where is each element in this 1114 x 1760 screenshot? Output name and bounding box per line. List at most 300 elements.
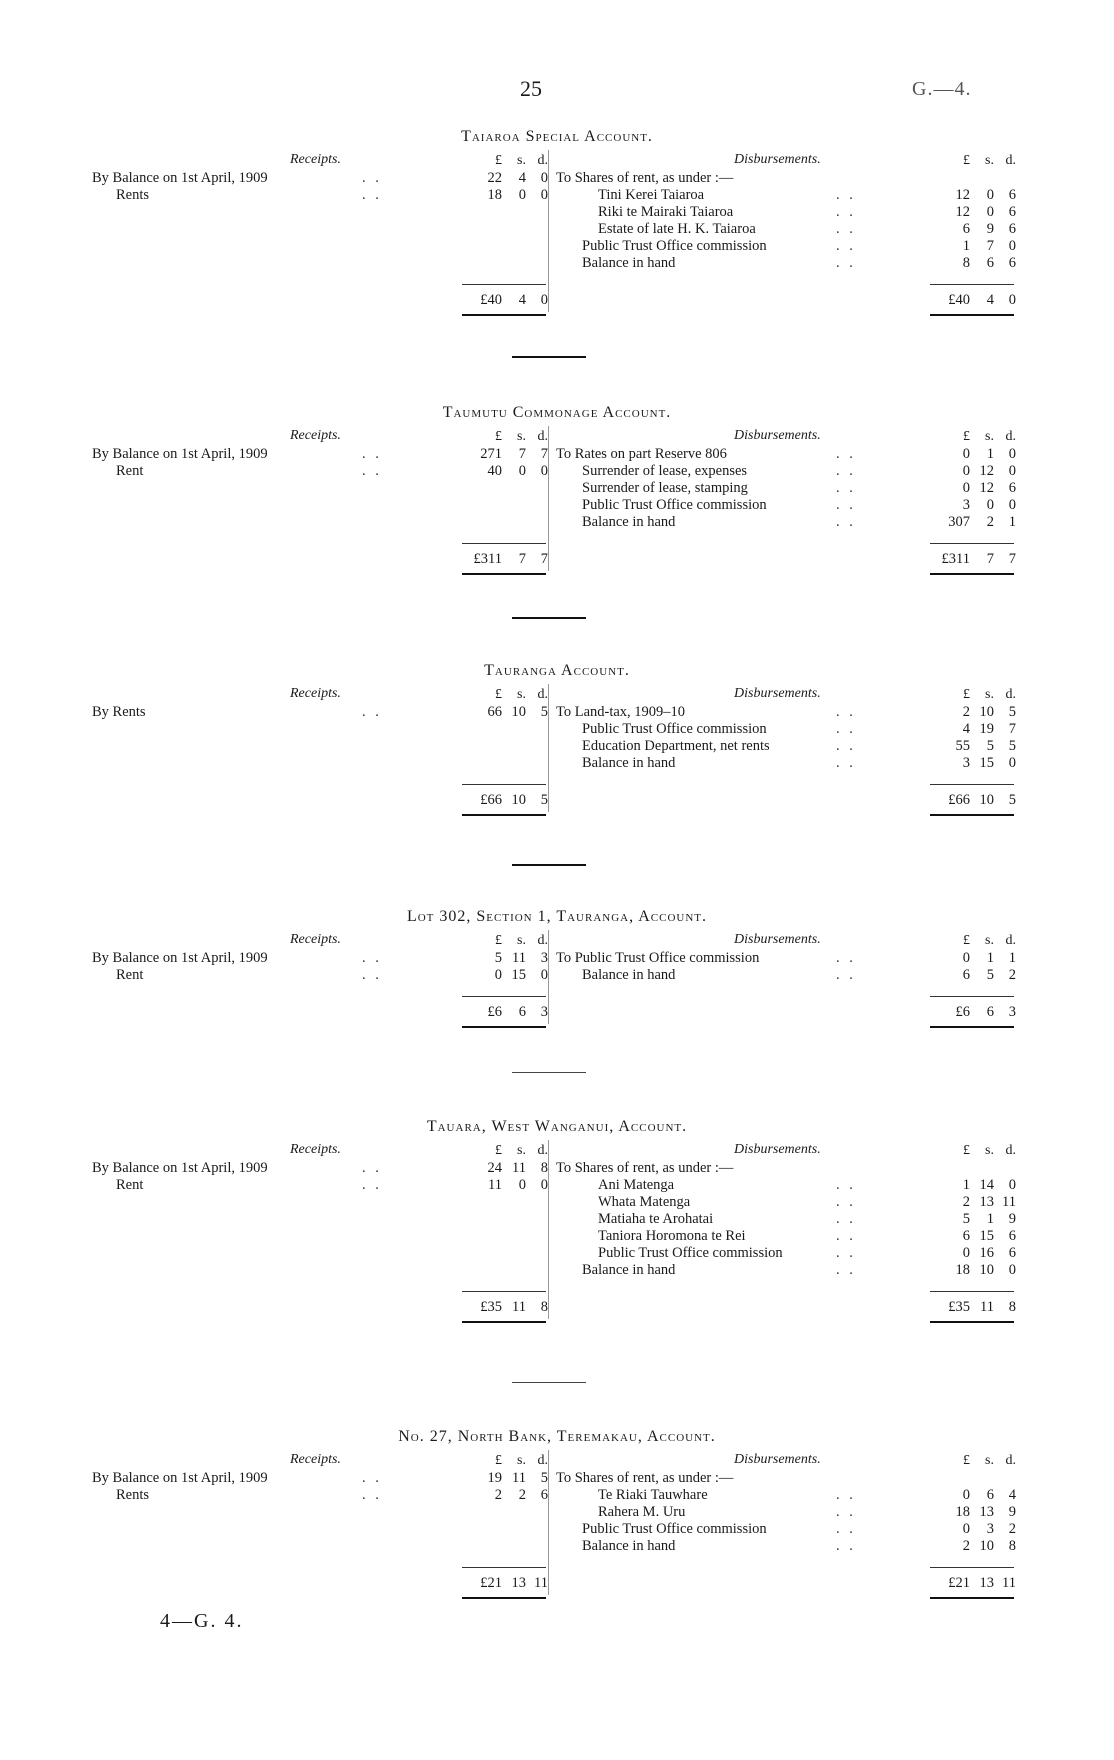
disbursement-row (582, 1262, 926, 1279)
disbursement-amount (936, 187, 1016, 204)
receipts-total-shillings: 13 (511, 1575, 526, 1591)
disbursement-amount-shillings: 13 (979, 1504, 994, 1520)
disbursement-row (582, 1521, 926, 1538)
receipts-total-pence: 5 (540, 792, 548, 808)
disbursements-pound-header: £ (963, 153, 970, 168)
disbursements-money-header (936, 428, 1016, 445)
disbursements-total-pence: 3 (1008, 1004, 1016, 1020)
disbursement-label: Balance in hand (582, 1262, 676, 1278)
disbursement-amount (936, 1228, 1016, 1245)
disbursement-label: Riki te Mairaki Taiaroa (598, 204, 734, 220)
disbursement-amount-pence: 1 (1008, 950, 1016, 966)
disbursement-amount-pounds: 3 (962, 755, 970, 771)
disbursement-amount-pence: 0 (1008, 1177, 1016, 1193)
leader-dots: . . (362, 170, 382, 186)
receipt-amount-pounds: 2 (494, 1487, 502, 1503)
leader-dots: . . (362, 1487, 382, 1503)
receipt-label: Rents (116, 1487, 150, 1503)
leader-dots: . . (836, 187, 856, 203)
disbursements-shilling-header: s. (985, 1143, 994, 1158)
disbursement-amount (936, 1470, 1016, 1487)
leader-dots: . . (362, 967, 382, 983)
disbursement-amount-shillings: 6 (986, 1487, 994, 1503)
account-title: Taiaroa Special Account. (461, 128, 653, 145)
disbursement-amount-pence: 6 (1008, 480, 1016, 496)
receipts-shilling-header: s. (517, 1453, 526, 1468)
disbursement-amount-pounds: 0 (962, 1245, 970, 1261)
disbursement-row (598, 1487, 926, 1504)
disbursement-amount (936, 1211, 1016, 1228)
column-separator (548, 150, 549, 312)
column-separator (548, 684, 549, 812)
disbursement-amount-pounds: 0 (962, 446, 970, 462)
disbursement-label: Education Department, net rents (582, 738, 770, 754)
disbursement-amount (936, 221, 1016, 238)
receipt-label: By Balance on 1st April, 1909 (92, 1160, 268, 1176)
disbursement-amount (936, 238, 1016, 255)
disbursement-amount-pounds: 1 (962, 1177, 970, 1193)
disbursement-amount-shillings: 9 (986, 221, 994, 237)
disbursement-amount-shillings: 12 (979, 480, 994, 496)
receipt-amount-pence: 0 (540, 463, 548, 479)
disbursements-pound-header: £ (963, 933, 970, 948)
page-footer: 4—G. 4. (160, 1610, 244, 1632)
disbursement-amount (936, 497, 1016, 514)
leader-dots: . . (362, 950, 382, 966)
disbursement-amount-pounds: 0 (962, 1487, 970, 1503)
receipts-pence-header: d. (537, 933, 548, 948)
leader-dots: . . (836, 238, 856, 254)
receipt-amount-shillings: 2 (518, 1487, 526, 1503)
disbursement-amount-pence: 4 (1008, 1487, 1016, 1503)
receipt-amount (468, 1470, 548, 1487)
column-separator (548, 1450, 549, 1595)
disbursements-total (936, 1299, 1016, 1316)
disbursements-total-pence: 0 (1008, 292, 1016, 308)
disbursement-label: Whata Matenga (598, 1194, 691, 1210)
disbursement-amount-pounds: 8 (962, 255, 970, 271)
receipt-amount-pence: 5 (540, 704, 548, 720)
disbursement-row (556, 1470, 926, 1487)
disbursements-total-pence: 7 (1008, 551, 1016, 567)
disbursements-pence-header: d. (1005, 429, 1016, 444)
disbursements-total (936, 292, 1016, 309)
disbursement-amount (936, 1245, 1016, 1262)
disbursement-label: Matiaha te Arohatai (598, 1211, 714, 1227)
receipt-amount-pounds: 11 (488, 1177, 502, 1193)
disbursements-pound-header: £ (963, 687, 970, 702)
disbursements-money-header (936, 1142, 1016, 1159)
receipts-heading: Receipts. (290, 686, 341, 701)
leader-dots: . . (836, 967, 856, 983)
receipts-total (468, 792, 548, 809)
leader-dots: . . (836, 1521, 856, 1537)
section-divider (512, 864, 586, 866)
disbursement-amount-shillings: 1 (986, 446, 994, 462)
receipts-shilling-header: s. (517, 429, 526, 444)
disbursement-label: Balance in hand (582, 755, 676, 771)
disbursements-total-shillings: 7 (986, 551, 994, 567)
disbursement-row (598, 1504, 926, 1521)
receipts-subtotal-rule (462, 1567, 546, 1568)
disbursement-amount (936, 1487, 1016, 1504)
disbursements-total-shillings: 6 (986, 1004, 994, 1020)
disbursement-amount-pence: 8 (1008, 1538, 1016, 1554)
account-title: Lot 302, Section 1, Tauranga, Account. (406, 908, 708, 925)
leader-dots: . . (836, 1194, 856, 1210)
disbursement-amount-pounds: 6 (962, 221, 970, 237)
disbursement-amount-pounds: 6 (962, 1228, 970, 1244)
disbursements-money-header (936, 1452, 1016, 1469)
receipt-amount-pounds: 24 (487, 1160, 502, 1176)
receipts-pound-header: £ (495, 429, 502, 444)
leader-dots: . . (836, 1211, 856, 1227)
receipts-total-rule (462, 573, 546, 575)
disbursement-amount-pounds: 307 (948, 514, 970, 530)
disbursement-amount (936, 721, 1016, 738)
receipts-pence-header: d. (537, 1453, 548, 1468)
section-divider (512, 1072, 586, 1073)
disbursement-amount-pence: 0 (1008, 1262, 1016, 1278)
receipt-amount-shillings: 11 (512, 1160, 526, 1176)
receipts-pound-header: £ (495, 1143, 502, 1158)
receipts-subtotal-rule (462, 996, 546, 997)
receipts-money-header (468, 1142, 548, 1159)
disbursement-row (582, 480, 926, 497)
receipts-heading: Receipts. (290, 428, 341, 443)
receipts-money-header (468, 1452, 548, 1469)
receipt-label: By Balance on 1st April, 1909 (92, 1470, 268, 1486)
disbursement-amount-pence: 5 (1008, 704, 1016, 720)
receipts-total-rule (462, 814, 546, 816)
disbursement-row (556, 950, 926, 967)
disbursements-shilling-header: s. (985, 687, 994, 702)
receipt-row (92, 446, 462, 463)
disbursement-amount-pounds: 12 (955, 204, 970, 220)
receipts-money-header (468, 932, 548, 949)
disbursements-total-pounds: £35 (948, 1299, 970, 1315)
disbursement-label: Balance in hand (582, 514, 676, 530)
disbursement-row (582, 755, 926, 772)
receipt-amount-shillings: 11 (512, 1470, 526, 1486)
receipts-total (468, 551, 548, 568)
disbursement-amount-pounds: 4 (962, 721, 970, 737)
receipts-money-header (468, 428, 548, 445)
disbursements-shilling-header: s. (985, 1453, 994, 1468)
leader-dots: . . (836, 1504, 856, 1520)
disbursement-label: Surrender of lease, expenses (582, 463, 748, 479)
disbursement-amount-pence: 9 (1008, 1504, 1016, 1520)
leader-dots: . . (836, 204, 856, 220)
disbursement-row (598, 1211, 926, 1228)
disbursement-amount (936, 170, 1016, 187)
disbursement-row (582, 238, 926, 255)
receipt-amount-pounds: 271 (480, 446, 502, 462)
disbursement-amount-shillings: 5 (986, 967, 994, 983)
receipts-total-pounds: £311 (473, 551, 502, 567)
receipts-pound-header: £ (495, 1453, 502, 1468)
disbursement-amount-pounds: 0 (962, 480, 970, 496)
disbursement-amount-pence: 0 (1008, 755, 1016, 771)
disbursements-total (936, 1004, 1016, 1021)
disbursements-heading: Disbursements. (734, 932, 821, 947)
receipts-total-pounds: £21 (480, 1575, 502, 1591)
disbursements-total-shillings: 4 (986, 292, 994, 308)
disbursement-row (582, 514, 926, 531)
disbursement-amount-shillings: 16 (979, 1245, 994, 1261)
receipt-amount-pence: 0 (540, 967, 548, 983)
disbursement-amount (936, 950, 1016, 967)
disbursements-heading: Disbursements. (734, 1452, 821, 1467)
receipts-total-rule (462, 1321, 546, 1323)
receipt-amount (468, 1177, 548, 1194)
receipt-amount (468, 463, 548, 480)
leader-dots: . . (836, 1262, 856, 1278)
disbursement-row (598, 221, 926, 238)
disbursement-amount-pounds: 0 (962, 950, 970, 966)
disbursement-amount-pounds: 2 (962, 704, 970, 720)
disbursement-row (556, 1160, 926, 1177)
receipts-total-shillings: 11 (512, 1299, 526, 1315)
disbursement-label: To Shares of rent, as under :— (556, 1160, 734, 1176)
disbursement-amount-shillings: 1 (986, 950, 994, 966)
disbursement-amount-pounds: 2 (962, 1538, 970, 1554)
disbursement-row (598, 1245, 926, 1262)
receipt-label: By Balance on 1st April, 1909 (92, 446, 268, 462)
receipts-total-shillings: 6 (518, 1004, 526, 1020)
disbursement-row (582, 967, 926, 984)
disbursement-amount-shillings: 13 (979, 1194, 994, 1210)
disbursement-amount-shillings: 7 (986, 238, 994, 254)
disbursement-amount-pounds: 0 (962, 463, 970, 479)
disbursement-amount-pence: 6 (1008, 255, 1016, 271)
disbursement-label: Te Riaki Tauwhare (598, 1487, 708, 1503)
disbursements-subtotal-rule (930, 784, 1014, 785)
leader-dots: . . (836, 1177, 856, 1193)
disbursement-amount-pence: 2 (1008, 967, 1016, 983)
disbursement-amount-shillings: 15 (979, 1228, 994, 1244)
receipts-total-pounds: £40 (480, 292, 502, 308)
receipt-label: Rent (116, 1177, 144, 1193)
disbursement-row (582, 497, 926, 514)
receipt-amount-pounds: 5 (494, 950, 502, 966)
disbursement-row (582, 1538, 926, 1555)
disbursement-amount-pence: 0 (1008, 238, 1016, 254)
disbursement-label: Surrender of lease, stamping (582, 480, 748, 496)
disbursement-label: Public Trust Office commission (582, 1521, 767, 1537)
disbursement-amount-shillings: 0 (986, 497, 994, 513)
disbursement-row (582, 255, 926, 272)
disbursements-pound-header: £ (963, 1453, 970, 1468)
receipts-total (468, 1004, 548, 1021)
leader-dots: . . (836, 1245, 856, 1261)
disbursement-amount (936, 1177, 1016, 1194)
disbursements-total-rule (930, 1597, 1014, 1599)
column-separator (548, 1140, 549, 1319)
receipt-amount-pounds: 22 (487, 170, 502, 186)
section-divider (512, 1382, 586, 1383)
disbursement-label: Public Trust Office commission (582, 238, 767, 254)
receipt-row (92, 967, 462, 984)
disbursement-row (598, 204, 926, 221)
disbursement-label: To Rates on part Reserve 806 (556, 446, 727, 462)
receipts-subtotal-rule (462, 284, 546, 285)
receipts-total (468, 292, 548, 309)
disbursements-heading: Disbursements. (734, 152, 821, 167)
disbursement-amount (936, 480, 1016, 497)
disbursement-amount (936, 738, 1016, 755)
disbursements-total-pounds: £6 (955, 1004, 970, 1020)
receipts-heading: Receipts. (290, 1452, 341, 1467)
receipt-amount (468, 704, 548, 721)
receipts-total-pence: 8 (540, 1299, 548, 1315)
leader-dots: . . (362, 1160, 382, 1176)
leader-dots: . . (362, 1470, 382, 1486)
disbursement-row (598, 187, 926, 204)
disbursement-label: To Public Trust Office commission (556, 950, 760, 966)
disbursement-row (556, 446, 926, 463)
disbursement-amount-pence: 6 (1008, 1228, 1016, 1244)
receipts-total (468, 1299, 548, 1316)
disbursements-total (936, 792, 1016, 809)
disbursement-row (598, 1194, 926, 1211)
disbursement-row (582, 738, 926, 755)
leader-dots: . . (836, 721, 856, 737)
leader-dots: . . (836, 1487, 856, 1503)
disbursement-amount-pounds: 18 (955, 1262, 970, 1278)
disbursement-label: To Shares of rent, as under :— (556, 170, 734, 186)
leader-dots: . . (836, 514, 856, 530)
leader-dots: . . (836, 1538, 856, 1554)
disbursement-amount (936, 204, 1016, 221)
receipt-amount-shillings: 4 (518, 170, 526, 186)
receipts-heading: Receipts. (290, 152, 341, 167)
disbursement-amount-pounds: 55 (955, 738, 970, 754)
leader-dots: . . (836, 480, 856, 496)
disbursements-subtotal-rule (930, 1567, 1014, 1568)
receipts-shilling-header: s. (517, 153, 526, 168)
disbursements-total-pence: 5 (1008, 792, 1016, 808)
disbursement-amount (936, 1262, 1016, 1279)
account-title: No. 27, North Bank, Teremakau, Account. (398, 1428, 716, 1445)
disbursement-label: Public Trust Office commission (598, 1245, 783, 1261)
disbursement-amount-pence: 0 (1008, 497, 1016, 513)
disbursement-amount-pounds: 3 (962, 497, 970, 513)
disbursement-amount-pence: 6 (1008, 221, 1016, 237)
receipt-amount-pence: 3 (540, 950, 548, 966)
receipt-amount-shillings: 0 (518, 187, 526, 203)
disbursement-amount-pounds: 12 (955, 187, 970, 203)
receipt-amount-pounds: 40 (487, 463, 502, 479)
page-number: 25 (520, 76, 542, 101)
disbursements-pence-header: d. (1005, 687, 1016, 702)
disbursement-amount (936, 704, 1016, 721)
leader-dots: . . (836, 497, 856, 513)
disbursement-amount-pence: 0 (1008, 446, 1016, 462)
receipts-total-shillings: 7 (518, 551, 526, 567)
receipt-amount-shillings: 10 (511, 704, 526, 720)
disbursement-amount-pence: 9 (1008, 1211, 1016, 1227)
disbursements-total-rule (930, 1321, 1014, 1323)
receipt-row (92, 1160, 462, 1177)
receipts-total (468, 1575, 548, 1592)
receipt-label: Rent (116, 967, 144, 983)
disbursements-total (936, 551, 1016, 568)
disbursement-amount-pounds: 1 (962, 238, 970, 254)
receipt-label: By Rents (92, 704, 146, 720)
disbursement-amount (936, 1160, 1016, 1177)
receipt-label: Rents (116, 187, 150, 203)
receipts-total-rule (462, 1026, 546, 1028)
disbursement-amount-pence: 0 (1008, 463, 1016, 479)
receipt-amount-pounds: 0 (494, 967, 502, 983)
receipt-amount-pence: 0 (540, 170, 548, 186)
receipt-amount-shillings: 15 (511, 967, 526, 983)
receipt-row (92, 187, 462, 204)
disbursements-total-pounds: £66 (948, 792, 970, 808)
disbursements-heading: Disbursements. (734, 428, 821, 443)
receipts-total-rule (462, 1597, 546, 1599)
disbursement-label: Balance in hand (582, 967, 676, 983)
disbursements-total-rule (930, 1026, 1014, 1028)
disbursement-amount-pounds: 0 (962, 1521, 970, 1537)
leader-dots: . . (362, 704, 382, 720)
disbursement-row (582, 721, 926, 738)
disbursements-money-header (936, 686, 1016, 703)
disbursements-pence-header: d. (1005, 153, 1016, 168)
disbursement-amount (936, 514, 1016, 531)
disbursement-amount-shillings: 2 (986, 514, 994, 530)
receipt-amount-pence: 7 (540, 446, 548, 462)
disbursements-pence-header: d. (1005, 1143, 1016, 1158)
disbursements-total-shillings: 11 (980, 1299, 994, 1315)
receipt-row (92, 950, 462, 967)
receipt-row (92, 1487, 462, 1504)
receipt-amount (468, 187, 548, 204)
disbursement-amount-shillings: 15 (979, 755, 994, 771)
disbursement-amount-shillings: 0 (986, 187, 994, 203)
receipts-money-header (468, 152, 548, 169)
disbursement-label: Balance in hand (582, 1538, 676, 1554)
disbursements-subtotal-rule (930, 1291, 1014, 1292)
disbursement-amount-pence: 2 (1008, 1521, 1016, 1537)
disbursement-amount-pounds: 18 (955, 1504, 970, 1520)
receipts-subtotal-rule (462, 784, 546, 785)
disbursement-amount (936, 755, 1016, 772)
disbursements-shilling-header: s. (985, 933, 994, 948)
receipt-amount-pence: 0 (540, 1177, 548, 1193)
receipt-amount-shillings: 7 (518, 446, 526, 462)
disbursements-total-pounds: £40 (948, 292, 970, 308)
disbursements-total-rule (930, 314, 1014, 316)
account-title: Taumutu Commonage Account. (442, 404, 672, 421)
receipts-total-pounds: £66 (480, 792, 502, 808)
disbursements-total (936, 1575, 1016, 1592)
receipt-label: Rent (116, 463, 144, 479)
disbursements-heading: Disbursements. (734, 686, 821, 701)
receipt-amount (468, 967, 548, 984)
receipt-label: By Balance on 1st April, 1909 (92, 950, 268, 966)
account-title: Tauranga Account. (484, 662, 630, 679)
disbursement-label: To Land-tax, 1909–10 (556, 704, 686, 720)
receipt-row (92, 1470, 462, 1487)
receipts-pence-header: d. (537, 1143, 548, 1158)
disbursement-row (598, 1228, 926, 1245)
leader-dots: . . (836, 463, 856, 479)
disbursements-total-pence: 8 (1008, 1299, 1016, 1315)
receipt-amount-pounds: 18 (487, 187, 502, 203)
leader-dots: . . (836, 1228, 856, 1244)
